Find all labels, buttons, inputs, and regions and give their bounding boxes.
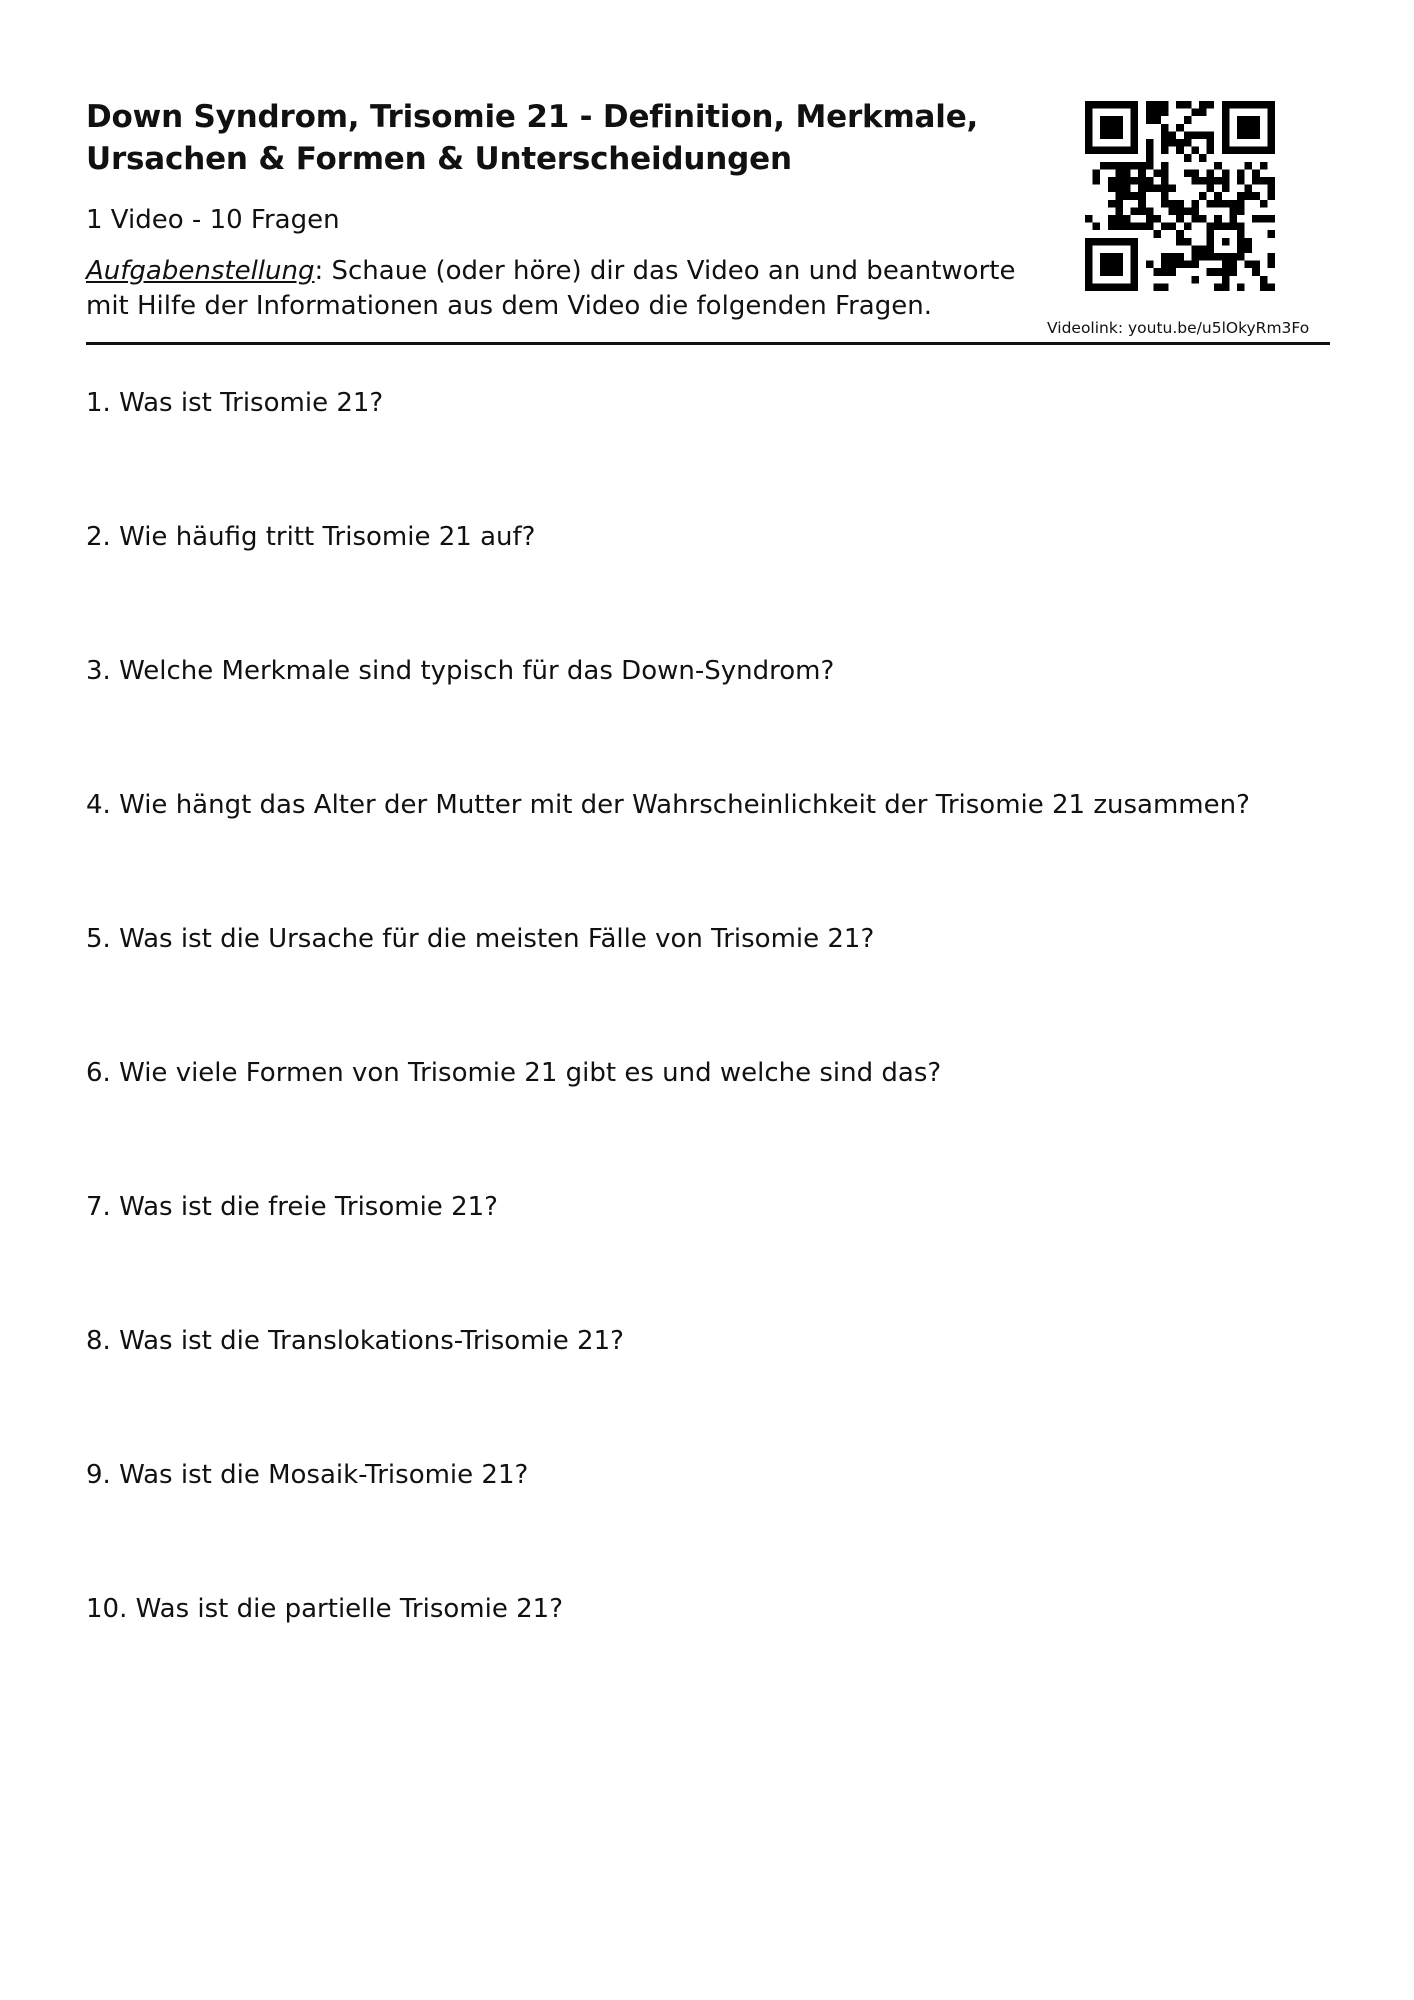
video-link[interactable]: Videolink: youtu.be/u5lOkyRm3Fo [1047,319,1310,337]
question-list [86,385,1250,1725]
question-item: 4. Wie hängt das Alter der Mutter mit der Wahrscheinlichkeit der Trisomie 21 zusammen? [86,790,1250,820]
question-item: 5. Was ist die Ursache für die meisten Fälle von Trisomie 21? [86,924,875,954]
header-divider [86,342,1330,345]
title-line-2: Ursachen & Formen & Unterscheidungen [86,141,792,177]
task-text: : Schaue (oder höre) dir das Video an und beantworte mit Hilfe der Informationen aus dem Video die folgenden Fragen. [86,256,1016,321]
question-item: 2. Wie häufig tritt Trisomie 21 auf? [86,522,536,552]
question-item: 9. Was ist die Mosaik-Trisomie 21? [86,1460,529,1490]
title-line-1: Down Syndrom, Trisomie 21 - Definition, Merkmale, [86,99,979,135]
task-instructions [86,254,1046,324]
question-item: 8. Was ist die Translokations-Trisomie 21? [86,1326,624,1356]
question-item: 3. Welche Merkmale sind typisch für das Down-Syndrom? [86,656,835,686]
task-label: Aufgabenstellung [86,256,315,286]
question-item: 1. Was ist Trisomie 21? [86,388,384,418]
qr-code-icon[interactable] [1085,101,1275,291]
question-item: 7. Was ist die freie Trisomie 21? [86,1192,498,1222]
page-title [86,96,1066,180]
subtitle: 1 Video - 10 Fragen [86,205,340,235]
question-item: 10. Was ist die partielle Trisomie 21? [86,1594,563,1624]
question-item: 6. Wie viele Formen von Trisomie 21 gibt es und welche sind das? [86,1058,942,1088]
